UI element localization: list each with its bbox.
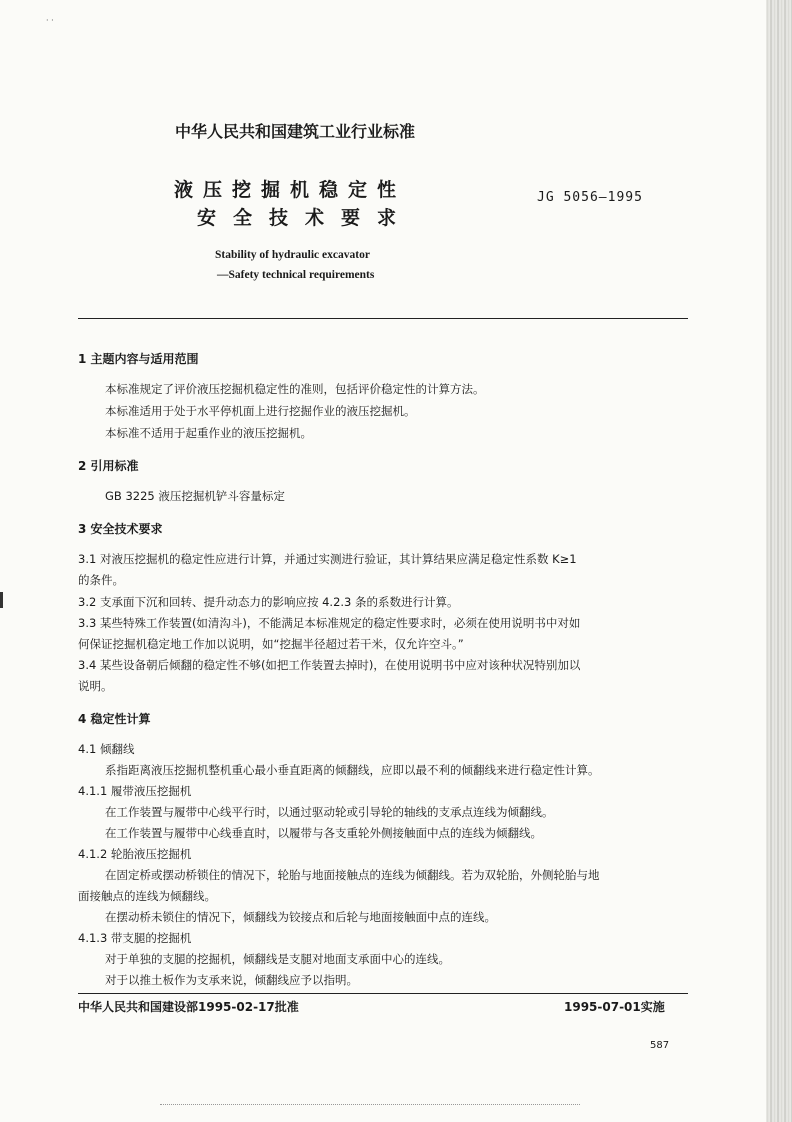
clause-4-1-3-heading: 4.1.3 带支腿的挖掘机 <box>78 931 192 945</box>
clause-4-1-3-text: 对于单独的支腿的挖掘机，倾翻线是支腿对地面支承面中心的连线。 <box>105 952 450 966</box>
section-1-paragraph: 本标准不适用于起重作业的液压挖掘机。 <box>105 426 312 440</box>
clause-4-1-1-heading: 4.1.1 履带液压挖掘机 <box>78 784 192 798</box>
clause-4-1-heading: 4.1 倾翻线 <box>78 742 135 756</box>
clause-3-3: 3.3 某些特殊工作装置(如清沟斗)，不能满足本标准规定的稳定性要求时，必须在使用说明书中对如 <box>78 616 581 630</box>
english-title-line1: Stability of hydraulic excavator <box>215 249 370 261</box>
clause-4-1-1-text: 在工作装置与履带中心线垂直时，以履带与各支重轮外侧接触面中点的连线为倾翻线。 <box>105 826 542 840</box>
standard-code: JG 5056—1995 <box>537 190 643 205</box>
clause-3-1-cont: 的条件。 <box>78 573 124 587</box>
scan-speckle: · · <box>46 16 54 25</box>
clause-4-1-1-text: 在工作装置与履带中心线平行时，以通过驱动轮或引导轮的轴线的支承点连线为倾翻线。 <box>105 805 554 819</box>
clause-4-1-2-text-cont: 面接触点的连线为倾翻线。 <box>78 889 216 903</box>
section-4-heading: 4 稳定性计算 <box>78 712 151 726</box>
section-1-paragraph: 本标准规定了评价液压挖掘机稳定性的准则，包括评价稳定性的计算方法。 <box>105 382 485 396</box>
clause-3-2: 3.2 支承面下沉和回转、提升动态力的影响应按 4.2.3 条的系数进行计算。 <box>78 595 459 609</box>
clause-4-1-text: 系指距离液压挖掘机整机重心最小垂直距离的倾翻线，应即以最不利的倾翻线来进行稳定性计算。 <box>105 763 600 777</box>
clause-3-1: 3.1 对液压挖掘机的稳定性应进行计算，并通过实测进行验证，其计算结果应满足稳定性系数 K≥1 <box>78 552 577 566</box>
scan-mark <box>0 592 3 608</box>
section-1-heading: 1 主题内容与适用范围 <box>78 352 199 366</box>
clause-3-4-cont: 说明。 <box>78 679 113 693</box>
clause-3-3-cont: 何保证挖掘机稳定地工作加以说明，如“挖掘半径超过若干米，仅允许空斗。” <box>78 637 464 651</box>
referenced-standard: GB 3225 液压挖掘机铲斗容量标定 <box>105 489 285 503</box>
clause-4-1-2-text: 在摆动桥未锁住的情况下，倾翻线为铰接点和后轮与地面接触面中点的连线。 <box>105 910 496 924</box>
footer-divider <box>78 993 688 994</box>
english-title-line2: —Safety technical requirements <box>217 269 375 281</box>
document-title-line2: 安全技术要求 <box>197 207 414 229</box>
section-3-heading: 3 安全技术要求 <box>78 522 163 536</box>
clause-4-1-2-heading: 4.1.2 轮胎液压挖掘机 <box>78 847 192 861</box>
header-divider <box>78 318 688 319</box>
standard-category: 中华人民共和国建筑工业行业标准 <box>175 122 416 141</box>
clause-4-1-2-text: 在固定桥或摆动桥锁住的情况下，轮胎与地面接触点的连线为倾翻线。若为双轮胎，外侧轮胎与地 <box>105 868 600 882</box>
section-1-paragraph: 本标准适用于处于水平停机面上进行挖掘作业的液压挖掘机。 <box>105 404 416 418</box>
document-title-line1: 液压挖掘机稳定性 <box>174 179 407 201</box>
scan-edge-artifact <box>766 0 792 1122</box>
implementation-date: 1995-07-01实施 <box>564 1000 665 1014</box>
scan-bottom-line <box>160 1104 580 1105</box>
section-2-heading: 2 引用标准 <box>78 459 139 473</box>
approval-line: 中华人民共和国建设部1995-02-17批准 <box>78 1000 299 1014</box>
clause-3-4: 3.4 某些设备朝后倾翻的稳定性不够(如把工作装置去掉时)，在使用说明书中应对该种状况特别加以 <box>78 658 581 672</box>
clause-4-1-3-text: 对于以推土板作为支承来说，倾翻线应予以指明。 <box>105 973 358 987</box>
page-number: 587 <box>650 1040 670 1051</box>
